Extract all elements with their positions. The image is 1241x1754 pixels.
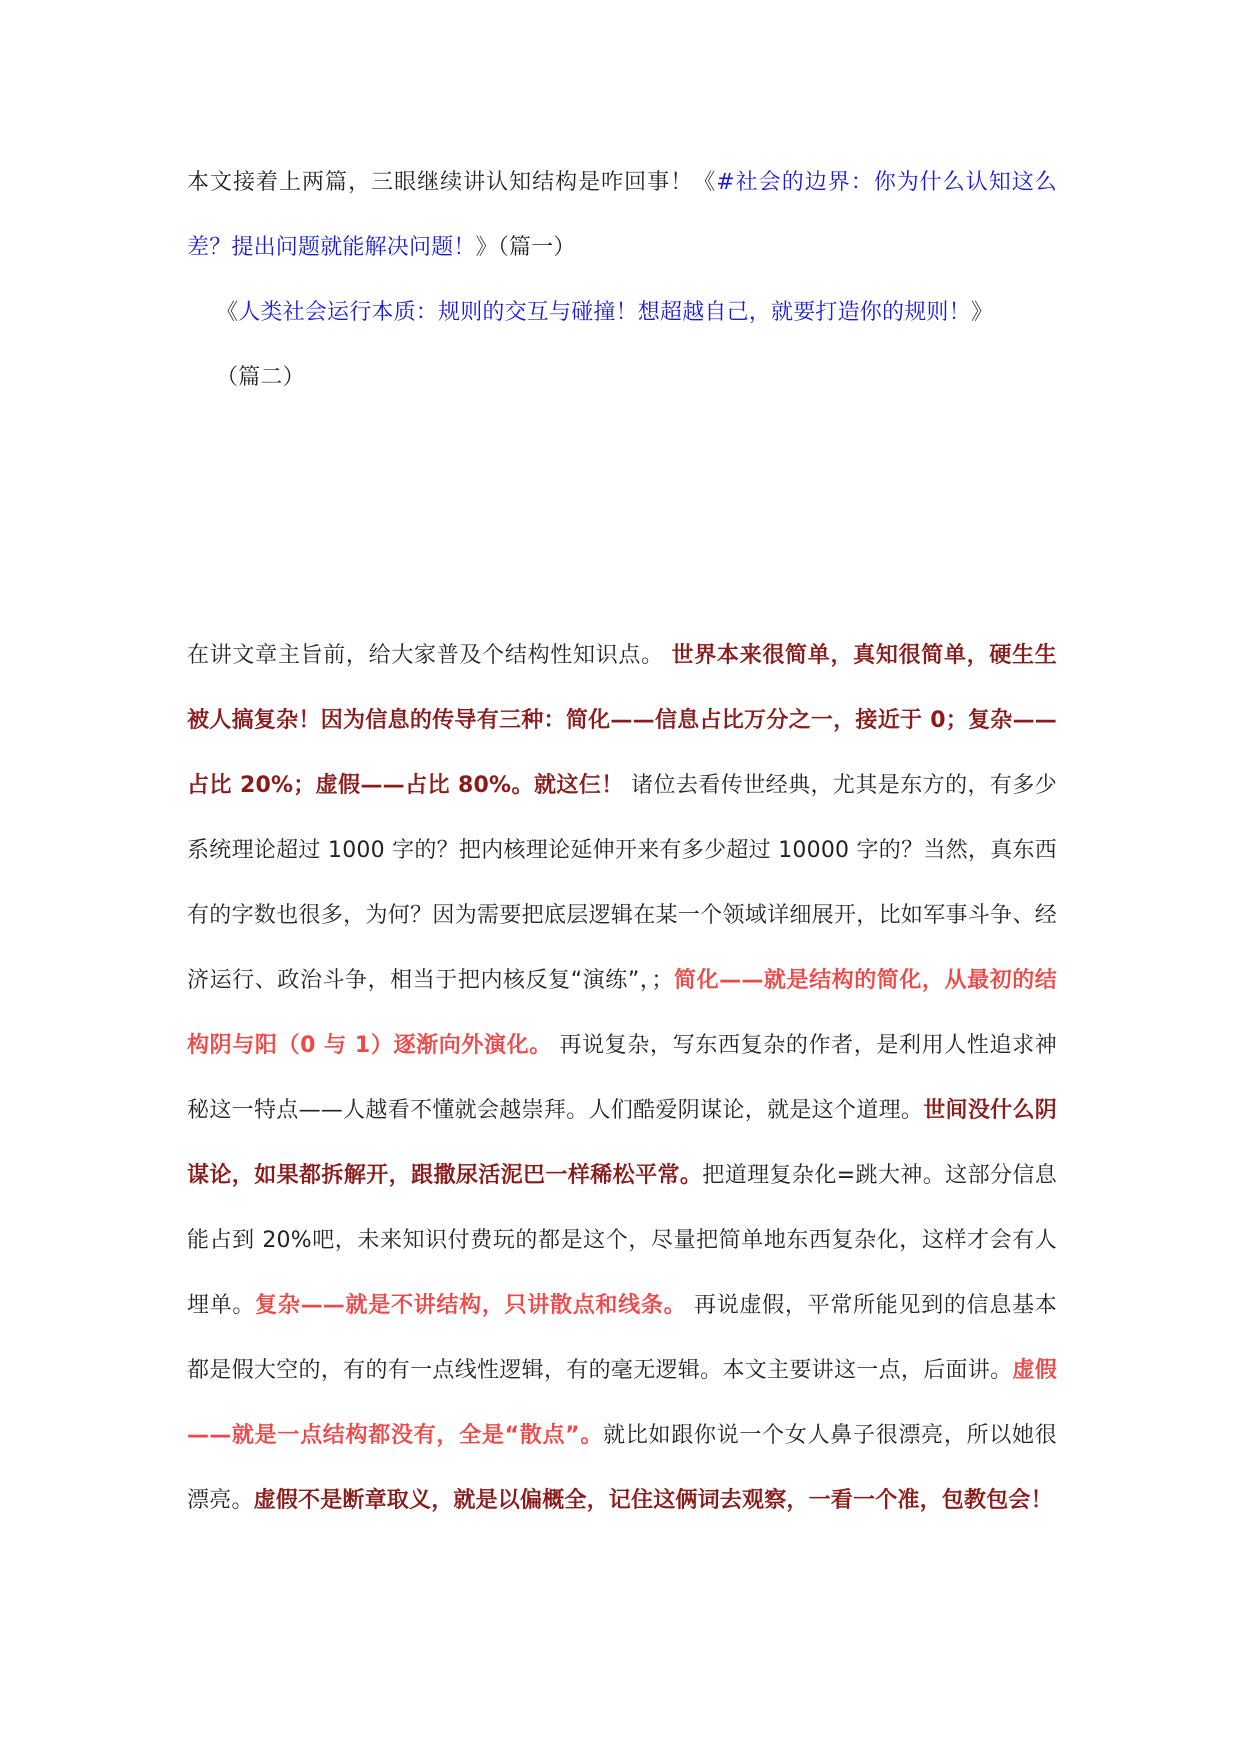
highlight-dark-3: 虚假不是断章取义，就是以偏概全，记住这俩词去观察，一看一个准，包教包会！ [253,1488,1053,1513]
part-2-label: （篇二） [216,365,305,390]
highlight-dark-1: 世界本来很简单，真知很简单，硬生生被人搞复杂！因为信息的传导有三种：简化——信息占比万分之一，接近于 0；复杂——占比 20%；虚假——占比 80%。就这仨！ [187,643,1057,798]
main-paragraph [187,623,1057,1533]
intro-second-link-line [216,280,1057,345]
highlight-light-2: 复杂——就是不讲结构，只讲散点和线条。 [255,1293,687,1318]
main-text-6: 就比如跟你说一个女人鼻子很漂亮，所以她很漂亮。 [187,1423,1057,1513]
main-text-3: 再说复杂，写东西复杂的作者，是利用人性追求神秘这一特点——人越看不懂就会越崇拜。人们酷爱阴谋论，就是这个道理。 [187,1033,1058,1123]
part-1-label: 》（篇一） [475,235,576,260]
article-link-part-2[interactable]: 人类社会运行本质：规则的交互与碰撞！想超越自己，就要打造你的规则！ [238,300,971,325]
highlight-light-1: 简化——就是结构的简化，从最初的结构阴与阳（0 与 1）逐渐向外演化。 [187,968,1057,1058]
main-text-5: 再说虚假，平常所能见到的信息基本都是假大空的，有的有一点线性逻辑，有的毫无逻辑。本文主要讲这一点，后面讲。 [187,1293,1057,1383]
bracket-open: 《 [216,300,239,325]
bracket-close: 》 [970,300,994,325]
intro-lead-text: 本文接着上两篇，三眼继续讲认知结构是咋回事！《 [187,170,717,195]
main-text-1: 在讲文章主旨前，给大家普及个结构性知识点。 [187,643,664,668]
article-link-part-1[interactable]: #社会的边界：你为什么认知这么差？提出问题就能解决问题！ [187,170,1058,260]
highlight-dark-2: 世间没什么阴谋论，如果都拆解开，跟撒尿活泥巴一样稀松平常。 [187,1098,1058,1188]
highlight-light-3: 虚假——就是一点结构都没有，全是“散点”。 [187,1358,1057,1448]
part-2-label-line [216,345,616,410]
main-text-2: 诸位去看传世经典，尤其是东方的，有多少系统理论超过 1000 字的？把内核理论延伸开来有多少超过 10000 字的？当然，真东西有的字数也很多，为何？因为需要把底层逻辑在某一个领域详细展开，比如军事斗争、经济运行、政治斗争，相当于把内核反复“演练”，； [187,773,1057,993]
main-text-4: 把道理复杂化=跳大神。这部分信息能占到 20%吧，未来知识付费玩的都是这个，尽量把简单地东西复杂化，这样才会有人埋单。 [187,1163,1057,1318]
intro-paragraph [187,150,1057,280]
